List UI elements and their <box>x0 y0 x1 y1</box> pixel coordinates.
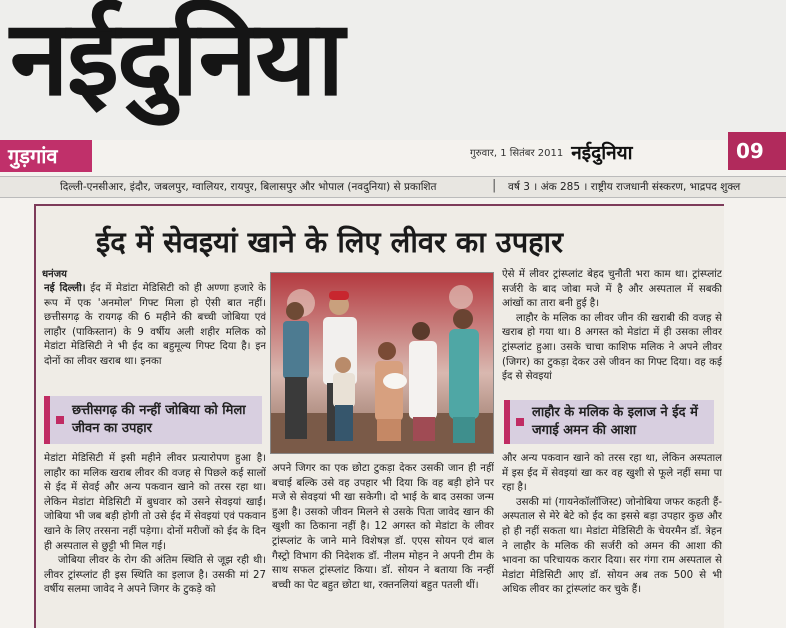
issue-date: गुरुवार, 1 सितंबर 2011 <box>470 148 564 159</box>
divider: | <box>492 178 497 193</box>
paragraph: जोबिया लीवर के रोग की अंतिम स्थिति से जूझ रही थी। लीवर ट्रांस्प्लांट ही इस स्थिति का इलाज है। उसकी मां 27 वर्षीय सलमा जावेद ने अपने जिगर के टुकड़े को <box>44 555 266 596</box>
subheading-left-text: छत्तीसगढ़ की नन्हीं जोबिया को मिला जीवन का उपहार <box>72 403 246 436</box>
article-column-3b <box>502 452 722 628</box>
city-edition-tag: गुड़गांव <box>0 140 92 172</box>
page-number: 09 <box>728 132 786 170</box>
bullet-square-icon <box>56 416 64 424</box>
masthead <box>0 0 786 140</box>
issue-line: वर्ष 3 । अंक 285 । राष्ट्रीय राजधानी संस्करण, भाद्रपद शुक्ल <box>508 181 741 193</box>
newspaper-mini-logo: नईदुनिया <box>571 142 633 164</box>
newspaper-title: नईदुनिया <box>10 0 343 119</box>
bullet-square-icon <box>516 418 524 426</box>
article-photo <box>270 272 494 454</box>
group-photo-image <box>271 273 494 454</box>
paragraph: उसकी मां (गायनेकॉलॉजिस्ट) जोनोबिया जफर कहती हैं- अस्पताल से मेरे बेटे को ईद का इससे बड़ा उपहार कुछ और हो ही नहीं सकता था। मेडांटा मेडिसिटी के चेयरमैन डॉ. त्रेहन ने लाहौर के मलिक की सर्जरी को अमन की आशा की भावना का परिचायक करार दिया। सर गंगा राम अस्पताल से मेडांटा मेडिसिटी आए डॉ. सोयन अब तक 500 से भी अधिक लीवर का ट्रांस्प्लांट कर चुके हैं। <box>502 496 722 596</box>
dateline <box>470 136 720 168</box>
article-headline: ईद में सेवइयां खाने के लिए लीवर का उपहार <box>96 225 563 259</box>
paragraph: ईद में मेडांटा मेडिसिटी को ही अण्णा हजारे के रूप में एक 'अनमोल' गिफ्ट मिला हो ऐसी बात नहीं। छत्तीसगढ़ के रायगढ़ की 6 महीने की बच्ची जोबिया एवं लाहौर (पाकिस्तान) के 9 वर्षीय अली शहीर मलिक को मेडांटा मेडिसिटी ने भी ईद का बहुमूल्य गिफ्ट दिया है। इन दोनों का लीवर खराब था। इनका <box>44 283 266 367</box>
article-column-1b <box>44 452 266 628</box>
news-article <box>34 204 724 628</box>
article-column-3 <box>502 268 722 396</box>
article-column-2 <box>272 462 494 628</box>
publication-info-bar <box>0 176 786 198</box>
article-byline: धनंजय <box>42 269 67 280</box>
paragraph: लाहौर के मलिक का लीवर जीन की खराबी की वजह से खराब हो गया था। 8 अगस्त को मेडांटा में ही उसका लीवर ट्रांस्प्लांट हुआ। उसके चाचा काशिफ मलिक ने अपने लीवर (जिगर) का टुकड़ा देकर उसे जीवन का गिफ्ट दिया। वह कई ईद से सेवइयां <box>502 312 722 383</box>
subheading-right-text: लाहौर के मलिक के इलाज ने ईद में जगाई अमन की आशा <box>532 405 698 438</box>
lead-dateline: नई दिल्ली। <box>44 283 86 294</box>
editions-line: दिल्ली-एनसीआर, इंदौर, जबलपुर, ग्वालियर, रायपुर, बिलासपुर और भोपाल (नवदुनिया) से प्रकाशित <box>60 181 437 193</box>
paragraph: ऐसे में लीवर ट्रांस्प्लांट बेहद चुनौती भरा काम था। ट्रांस्प्लांट सर्जरी के बाद जोबा मजे में है और अस्पताल में सबकी आंखों का तारा बनी हुई है। <box>502 269 722 310</box>
subheading-left <box>44 396 262 444</box>
paragraph: अपने जिगर का एक छोटा टुकड़ा देकर उसकी जान ही नहीं बचाई बल्कि उसे वह उपहार भी दिया कि वह बड़ी होने पर मजे से सेवइयां भी खा सकेगी। दो भाई के बाद उसका जन्म हुआ है। उसको जीवन मिलने से उसके पिता जावेद खान की खुशी का ठिकाना नहीं है। 12 अगस्त को मेडांटा के लीवर ट्रांस्प्लांट के जाने माने विशेषज्ञ डॉ. एएस सोयन एवं बाल गैस्ट्रो विभाग की निदेशक डॉ. नीलम मोहन ने अपनी टीम के साथ सफल ट्रांस्प्लांट किया। डॉ. सोयन ने बताया कि नन्हीं बच्ची का पेट बहुत छोटा था, रक्तनलियां बहुत पतली थीं। <box>272 463 494 591</box>
paragraph: मेडांटा मेडिसिटी में इसी महीने लीवर प्रत्यारोपण हुआ है। लाहौर का मलिक खराब लीवर की वजह से पिछले कई सालों से ईद में सेवई और अन्य पकवान खाने को तरस रहा था। लेकिन मेडांटा मेडिसिटी में बुधवार को उसने सेवइयां खाईं। जोबिया भी जब बड़ी होगी तो उसे ईद में सेवइयां एवं पकवान खाने के लिए तरसना नहीं पड़ेगा। दोनों मरीजों को ईद के दिन ही अस्पताल से छुट्टी भी मिल गई। <box>44 453 266 552</box>
subheading-right <box>504 400 714 444</box>
paragraph: और अन्य पकवान खाने को तरस रहा था, लेकिन अस्पताल में इस ईद में सेवइयां खा कर वह खुशी से फूले नहीं समा पा रहा है। <box>502 453 722 494</box>
article-column-1 <box>44 282 266 388</box>
